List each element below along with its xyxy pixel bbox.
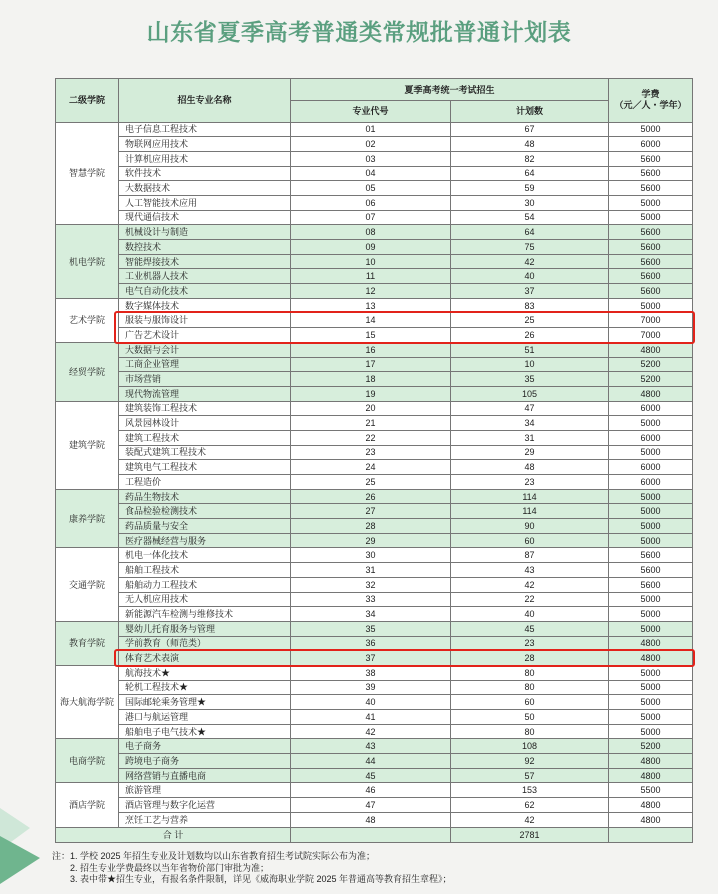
major-code: 16	[291, 342, 451, 357]
major-name: 学前教育（师范类）	[119, 636, 291, 651]
major-code: 04	[291, 166, 451, 181]
table-row	[56, 430, 693, 445]
plan-count: 40	[451, 269, 609, 284]
tuition-fee: 5000	[609, 445, 693, 460]
decorative-triangles	[0, 800, 50, 894]
major-name: 软件技术	[119, 166, 291, 181]
plan-count: 80	[451, 665, 609, 680]
table-row	[56, 210, 693, 225]
major-code: 45	[291, 768, 451, 783]
tuition-fee: 5200	[609, 372, 693, 387]
plan-count: 29	[451, 445, 609, 460]
major-code: 39	[291, 680, 451, 695]
major-name: 建筑工程技术	[119, 430, 291, 445]
major-name: 新能源汽车检测与维修技术	[119, 607, 291, 622]
major-name: 市场营销	[119, 372, 291, 387]
plan-count: 87	[451, 548, 609, 563]
major-name: 婴幼儿托育服务与管理	[119, 621, 291, 636]
table-row	[56, 489, 693, 504]
table-footer	[56, 827, 693, 842]
major-name: 烹饪工艺与营养	[119, 812, 291, 827]
tuition-fee: 5600	[609, 284, 693, 299]
plan-count: 64	[451, 166, 609, 181]
tuition-fee: 5600	[609, 548, 693, 563]
major-code: 07	[291, 210, 451, 225]
table-row	[56, 386, 693, 401]
major-name: 机械设计与制造	[119, 225, 291, 240]
major-code: 32	[291, 577, 451, 592]
college-name: 交通学院	[56, 548, 119, 621]
tuition-fee: 5500	[609, 783, 693, 798]
tuition-fee: 5600	[609, 181, 693, 196]
plan-count: 40	[451, 607, 609, 622]
college-name: 艺术学院	[56, 298, 119, 342]
plan-count: 25	[451, 313, 609, 328]
tuition-fee: 5000	[609, 710, 693, 725]
table-row	[56, 651, 693, 666]
plan-count: 31	[451, 430, 609, 445]
major-code: 38	[291, 665, 451, 680]
major-code: 27	[291, 504, 451, 519]
table-body	[56, 122, 693, 827]
table-row	[56, 577, 693, 592]
table-row	[56, 372, 693, 387]
major-code: 23	[291, 445, 451, 460]
header-tuition	[609, 79, 693, 123]
tuition-fee: 4800	[609, 754, 693, 769]
major-name: 人工智能技术应用	[119, 195, 291, 210]
tuition-fee: 5000	[609, 519, 693, 534]
table-row	[56, 680, 693, 695]
plan-count: 26	[451, 328, 609, 343]
college-name: 康养学院	[56, 489, 119, 548]
major-name: 现代物流管理	[119, 386, 291, 401]
total-row	[56, 827, 693, 842]
major-name: 食品检验检测技术	[119, 504, 291, 519]
major-name: 旅游管理	[119, 783, 291, 798]
major-name: 船舶工程技术	[119, 563, 291, 578]
tuition-fee: 7000	[609, 313, 693, 328]
major-code: 25	[291, 475, 451, 490]
major-code: 40	[291, 695, 451, 710]
tuition-fee: 4800	[609, 812, 693, 827]
tuition-fee: 4800	[609, 386, 693, 401]
major-name: 网络营销与直播电商	[119, 768, 291, 783]
tuition-fee: 5600	[609, 254, 693, 269]
plan-count: 37	[451, 284, 609, 299]
tuition-fee: 6000	[609, 460, 693, 475]
major-name: 现代通信技术	[119, 210, 291, 225]
tuition-fee: 6000	[609, 401, 693, 416]
table-row	[56, 783, 693, 798]
total-fee-cell	[609, 827, 693, 842]
table-row	[56, 754, 693, 769]
major-code: 48	[291, 812, 451, 827]
plan-count: 48	[451, 460, 609, 475]
major-code: 18	[291, 372, 451, 387]
plan-count: 60	[451, 695, 609, 710]
table-row	[56, 151, 693, 166]
major-name: 电子信息工程技术	[119, 122, 291, 137]
plan-count: 28	[451, 651, 609, 666]
tuition-fee: 5000	[609, 416, 693, 431]
tuition-fee: 4800	[609, 798, 693, 813]
table-row	[56, 739, 693, 754]
table-row	[56, 475, 693, 490]
plan-count: 153	[451, 783, 609, 798]
table-row	[56, 298, 693, 313]
note-item: 2. 招生专业学费最终以当年省物价部门审批为准；	[70, 862, 270, 873]
tuition-fee: 5000	[609, 665, 693, 680]
plan-count: 82	[451, 151, 609, 166]
tuition-fee: 4800	[609, 636, 693, 651]
major-code: 15	[291, 328, 451, 343]
table-row	[56, 812, 693, 827]
college-name: 智慧学院	[56, 122, 119, 225]
total-label: 合 计	[56, 827, 291, 842]
college-name: 教育学院	[56, 621, 119, 665]
plan-count: 23	[451, 475, 609, 490]
major-code: 19	[291, 386, 451, 401]
major-name: 数字媒体技术	[119, 298, 291, 313]
major-name: 大数据与会计	[119, 342, 291, 357]
tuition-fee: 5000	[609, 621, 693, 636]
plan-count: 60	[451, 533, 609, 548]
major-code: 20	[291, 401, 451, 416]
major-code: 09	[291, 240, 451, 255]
table-row	[56, 665, 693, 680]
major-name: 电气自动化技术	[119, 284, 291, 299]
header-row	[56, 79, 693, 101]
plan-count: 10	[451, 357, 609, 372]
major-name: 电子商务	[119, 739, 291, 754]
table-row	[56, 695, 693, 710]
plan-count: 43	[451, 563, 609, 578]
major-name: 船舶电子电气技术★	[119, 724, 291, 739]
tuition-fee: 5200	[609, 739, 693, 754]
major-name: 港口与航运管理	[119, 710, 291, 725]
plan-count: 67	[451, 122, 609, 137]
tuition-fee: 6000	[609, 137, 693, 152]
table-row	[56, 357, 693, 372]
college-name: 电商学院	[56, 739, 119, 783]
table-row	[56, 195, 693, 210]
major-code: 14	[291, 313, 451, 328]
tuition-fee: 5600	[609, 563, 693, 578]
major-code: 34	[291, 607, 451, 622]
major-code: 12	[291, 284, 451, 299]
major-code: 31	[291, 563, 451, 578]
major-name: 医疗器械经营与服务	[119, 533, 291, 548]
major-code: 03	[291, 151, 451, 166]
dark-triangle-shape	[0, 836, 40, 884]
table-row	[56, 328, 693, 343]
major-name: 装配式建筑工程技术	[119, 445, 291, 460]
note-item: 3. 表中带★招生专业，有报名条件限制，详见《威海职业学院 2025 年普通高等教育招生章程》；	[70, 874, 452, 884]
major-name: 智能焊接技术	[119, 254, 291, 269]
tuition-fee: 5000	[609, 504, 693, 519]
major-name: 服装与服饰设计	[119, 313, 291, 328]
tuition-fee: 5000	[609, 695, 693, 710]
plan-count: 30	[451, 195, 609, 210]
major-name: 机电一体化技术	[119, 548, 291, 563]
major-code: 10	[291, 254, 451, 269]
tuition-fee: 5600	[609, 166, 693, 181]
tuition-fee: 6000	[609, 430, 693, 445]
major-name: 工商企业管理	[119, 357, 291, 372]
college-name: 机电学院	[56, 225, 119, 298]
major-code: 06	[291, 195, 451, 210]
table-row	[56, 460, 693, 475]
plan-count: 35	[451, 372, 609, 387]
table-row	[56, 563, 693, 578]
major-code: 44	[291, 754, 451, 769]
major-name: 物联网应用技术	[119, 137, 291, 152]
table-row	[56, 313, 693, 328]
tuition-fee: 5600	[609, 240, 693, 255]
major-name: 建筑电气工程技术	[119, 460, 291, 475]
major-name: 计算机应用技术	[119, 151, 291, 166]
plan-count: 80	[451, 724, 609, 739]
major-code: 42	[291, 724, 451, 739]
header-tuition-unit: （元／人・学年）	[614, 100, 687, 111]
plan-count: 59	[451, 181, 609, 196]
plan-count: 51	[451, 342, 609, 357]
enrollment-plan-table	[55, 78, 693, 843]
major-code: 30	[291, 548, 451, 563]
notes-prefix: 注：	[52, 851, 71, 861]
plan-count: 23	[451, 636, 609, 651]
table-row	[56, 636, 693, 651]
table-row	[56, 269, 693, 284]
college-name: 建筑学院	[56, 401, 119, 489]
table-row	[56, 342, 693, 357]
plan-count: 45	[451, 621, 609, 636]
header-tuition-label: 学费	[641, 89, 660, 100]
tuition-fee: 4800	[609, 342, 693, 357]
total-plan: 2781	[451, 827, 609, 842]
table-row	[56, 710, 693, 725]
college-name: 经贸学院	[56, 342, 119, 401]
major-name: 广告艺术设计	[119, 328, 291, 343]
major-code: 36	[291, 636, 451, 651]
notes-list	[70, 851, 452, 886]
major-name: 药品质量与安全	[119, 519, 291, 534]
tuition-fee: 5000	[609, 298, 693, 313]
plan-count: 54	[451, 210, 609, 225]
major-code: 47	[291, 798, 451, 813]
header-major-code: 专业代号	[291, 101, 451, 123]
major-name: 船舶动力工程技术	[119, 577, 291, 592]
table-row	[56, 504, 693, 519]
tuition-fee: 7000	[609, 328, 693, 343]
plan-count: 90	[451, 519, 609, 534]
major-code: 05	[291, 181, 451, 196]
table-row	[56, 798, 693, 813]
major-code: 37	[291, 651, 451, 666]
plan-count: 62	[451, 798, 609, 813]
plan-count: 80	[451, 680, 609, 695]
plan-count: 48	[451, 137, 609, 152]
tuition-fee: 5000	[609, 607, 693, 622]
table-row	[56, 122, 693, 137]
plan-count: 50	[451, 710, 609, 725]
tuition-fee: 5600	[609, 151, 693, 166]
tuition-fee: 5000	[609, 592, 693, 607]
major-code: 33	[291, 592, 451, 607]
major-code: 24	[291, 460, 451, 475]
plan-count: 83	[451, 298, 609, 313]
major-name: 大数据技术	[119, 181, 291, 196]
table-row	[56, 519, 693, 534]
major-name: 风景园林设计	[119, 416, 291, 431]
table-row	[56, 768, 693, 783]
notes	[52, 851, 452, 886]
major-code: 28	[291, 519, 451, 534]
major-code: 08	[291, 225, 451, 240]
tuition-fee: 5000	[609, 680, 693, 695]
table-row	[56, 445, 693, 460]
major-name: 轮机工程技术★	[119, 680, 291, 695]
major-name: 无人机应用技术	[119, 592, 291, 607]
major-code: 22	[291, 430, 451, 445]
plan-count: 114	[451, 489, 609, 504]
table-row	[56, 548, 693, 563]
major-code: 46	[291, 783, 451, 798]
tuition-fee: 4800	[609, 768, 693, 783]
table-row	[56, 137, 693, 152]
major-name: 国际邮轮乘务管理★	[119, 695, 291, 710]
plan-count: 108	[451, 739, 609, 754]
major-name: 数控技术	[119, 240, 291, 255]
major-code: 11	[291, 269, 451, 284]
plan-count: 57	[451, 768, 609, 783]
table-row	[56, 401, 693, 416]
plan-count: 75	[451, 240, 609, 255]
tuition-fee: 5000	[609, 489, 693, 504]
table-row	[56, 416, 693, 431]
tuition-fee: 6000	[609, 475, 693, 490]
total-code-cell	[291, 827, 451, 842]
tuition-fee: 5000	[609, 195, 693, 210]
tuition-fee: 5000	[609, 533, 693, 548]
table-row	[56, 533, 693, 548]
table-row	[56, 724, 693, 739]
table-row	[56, 181, 693, 196]
table-row	[56, 607, 693, 622]
major-code: 41	[291, 710, 451, 725]
tuition-fee: 5200	[609, 357, 693, 372]
table-row	[56, 621, 693, 636]
table-header	[56, 79, 693, 123]
major-code: 17	[291, 357, 451, 372]
major-name: 航海技术★	[119, 665, 291, 680]
plan-count: 42	[451, 577, 609, 592]
college-name: 酒店学院	[56, 783, 119, 827]
major-name: 酒店管理与数字化运营	[119, 798, 291, 813]
major-name: 药品生物技术	[119, 489, 291, 504]
major-name: 建筑装饰工程技术	[119, 401, 291, 416]
table-row	[56, 254, 693, 269]
header-plan-count: 计划数	[451, 101, 609, 123]
plan-count: 92	[451, 754, 609, 769]
header-exam-group: 夏季高考统一考试招生	[291, 79, 609, 101]
table-row	[56, 240, 693, 255]
plan-count: 47	[451, 401, 609, 416]
major-code: 13	[291, 298, 451, 313]
plan-count: 105	[451, 386, 609, 401]
major-code: 35	[291, 621, 451, 636]
note-item: 1. 学校 2025 年招生专业及计划数均以山东省教育招生考试院实际公布为准；	[70, 851, 376, 861]
major-code: 21	[291, 416, 451, 431]
table-row	[56, 225, 693, 240]
tuition-fee: 5600	[609, 577, 693, 592]
tuition-fee: 5600	[609, 269, 693, 284]
plan-count: 22	[451, 592, 609, 607]
table-row	[56, 284, 693, 299]
table-row	[56, 166, 693, 181]
header-college: 二级学院	[56, 79, 119, 123]
major-code: 29	[291, 533, 451, 548]
major-name: 体育艺术表演	[119, 651, 291, 666]
plan-count: 64	[451, 225, 609, 240]
major-name: 工程造价	[119, 475, 291, 490]
major-code: 01	[291, 122, 451, 137]
tuition-fee: 4800	[609, 651, 693, 666]
header-major: 招生专业名称	[119, 79, 291, 123]
major-code: 26	[291, 489, 451, 504]
table-row	[56, 592, 693, 607]
plan-count: 114	[451, 504, 609, 519]
tuition-fee: 5600	[609, 225, 693, 240]
college-name: 海大航海学院	[56, 665, 119, 738]
tuition-fee: 5000	[609, 724, 693, 739]
major-code: 43	[291, 739, 451, 754]
major-code: 02	[291, 137, 451, 152]
plan-count: 34	[451, 416, 609, 431]
major-name: 工业机器人技术	[119, 269, 291, 284]
plan-count: 42	[451, 254, 609, 269]
major-name: 跨境电子商务	[119, 754, 291, 769]
tuition-fee: 5000	[609, 122, 693, 137]
plan-count: 42	[451, 812, 609, 827]
tuition-fee: 5000	[609, 210, 693, 225]
page-title: 山东省夏季高考普通类常规批普通计划表	[146, 19, 572, 46]
